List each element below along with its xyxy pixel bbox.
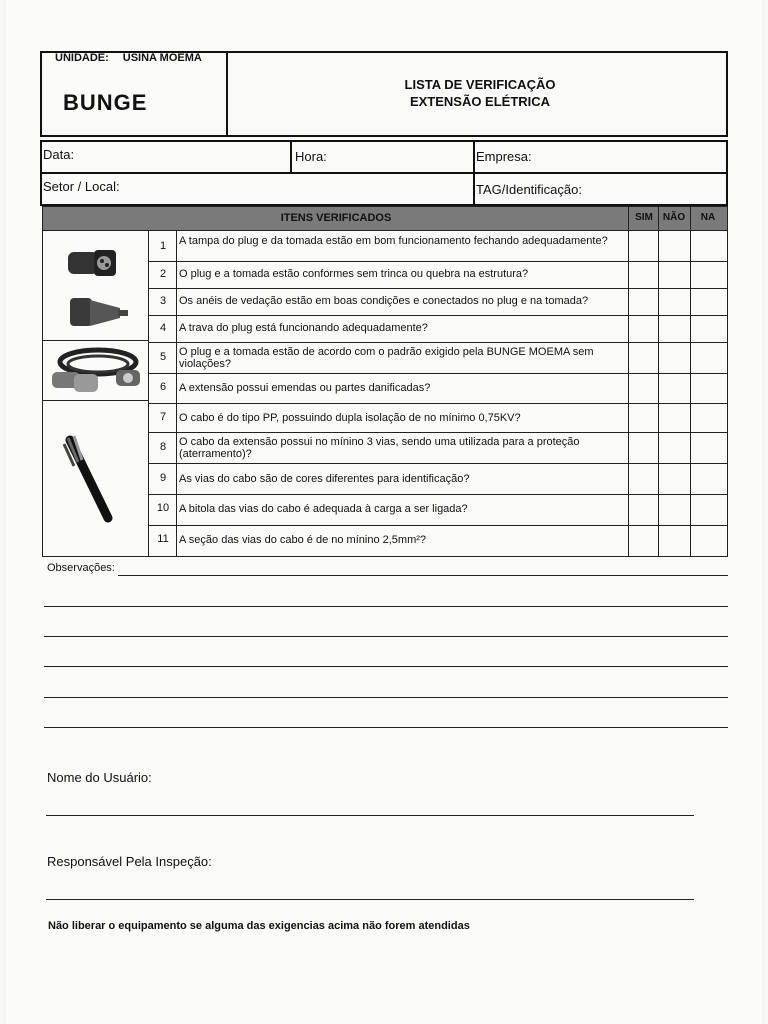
header-nao: NÃO xyxy=(662,212,686,223)
observacoes-line[interactable] xyxy=(44,606,728,607)
unit-label: UNIDADE: xyxy=(55,52,109,64)
header-items-verificados: ITENS VERIFICADOS xyxy=(280,212,392,224)
tag-identificacao-field[interactable]: TAG/Identificação: xyxy=(476,182,582,197)
observacoes-line[interactable] xyxy=(44,727,728,728)
table-header xyxy=(42,206,728,231)
row-question: O plug e a tomada estão de acordo com o padrão exigido pela BUNGE MOEMA sem violações? xyxy=(179,346,594,370)
observacoes-line[interactable] xyxy=(44,697,728,698)
row-number: 6 xyxy=(159,381,167,393)
row-number: 10 xyxy=(156,502,170,514)
footer-note: Não liberar o equipamento se alguma das exigencias acima não forem atendidas xyxy=(48,920,470,932)
observacoes-line[interactable] xyxy=(44,666,728,667)
responsavel-line[interactable] xyxy=(46,899,694,900)
row-number: 5 xyxy=(159,351,167,363)
title-line-2: EXTENSÃO ELÉTRICA xyxy=(409,94,551,109)
nome-usuario-line[interactable] xyxy=(46,815,694,816)
unit-value: USINA MOEMA xyxy=(122,52,202,64)
row-number: 11 xyxy=(157,533,169,545)
empresa-field[interactable]: Empresa: xyxy=(476,149,532,164)
header-sim: SIM xyxy=(635,212,653,223)
row-number: 9 xyxy=(159,472,167,484)
row-question: O cabo da extensão possui no mínino 3 vias, sendo uma utilizada para a proteção (aterramento)? xyxy=(179,436,580,460)
row-question: A seção das vias do cabo é de no mínino 2,5mm²? xyxy=(179,534,427,546)
data-field[interactable]: Data: xyxy=(43,147,75,162)
header-na: NA xyxy=(700,212,716,223)
extension-cable-image xyxy=(46,344,146,396)
row-number: 7 xyxy=(159,411,167,423)
row-question: O plug e a tomada estão conformes sem trinca ou quebra na estrutura? xyxy=(179,268,529,280)
row-question: As vias do cabo são de cores diferentes para identificação? xyxy=(179,473,470,485)
row-question: A trava do plug está funcionando adequadamente? xyxy=(179,322,428,334)
row-question: Os anéis de vedação estão em boas condições e conectados no plug e na tomada? xyxy=(179,295,589,307)
observacoes-line[interactable] xyxy=(118,575,728,576)
row-number: 4 xyxy=(159,322,167,334)
setor-local-field[interactable]: Setor / Local: xyxy=(43,179,120,194)
row-number: 2 xyxy=(159,268,167,280)
observacoes-line[interactable] xyxy=(44,636,728,637)
plug-and-socket-image xyxy=(60,240,140,335)
nome-usuario-label: Nome do Usuário: xyxy=(47,770,152,785)
row-question: A extensão possui emendas ou partes danificadas? xyxy=(179,382,431,394)
row-question: A bitola das vias do cabo é adequada à carga a ser ligada? xyxy=(179,503,468,515)
responsavel-label: Responsável Pela Inspeção: xyxy=(47,854,212,869)
document-title xyxy=(330,76,630,110)
row-number: 1 xyxy=(159,240,167,252)
row-number: 3 xyxy=(159,295,167,307)
observacoes-label: Observações: xyxy=(47,562,115,574)
unit-line xyxy=(55,52,216,64)
hora-field[interactable]: Hora: xyxy=(295,149,327,164)
row-question: A tampa do plug e da tomada estão em bom funcionamento fechando adequadamente? xyxy=(179,235,608,247)
title-line-1: LISTA DE VERIFICAÇÃO xyxy=(404,77,556,92)
bunge-logo: BUNGE xyxy=(63,90,148,115)
row-question: O cabo é do tipo PP, possuindo dupla isolação de no mínimo 0,75KV? xyxy=(179,412,521,424)
cable-cross-section-image xyxy=(60,432,120,524)
row-number: 8 xyxy=(159,441,167,453)
